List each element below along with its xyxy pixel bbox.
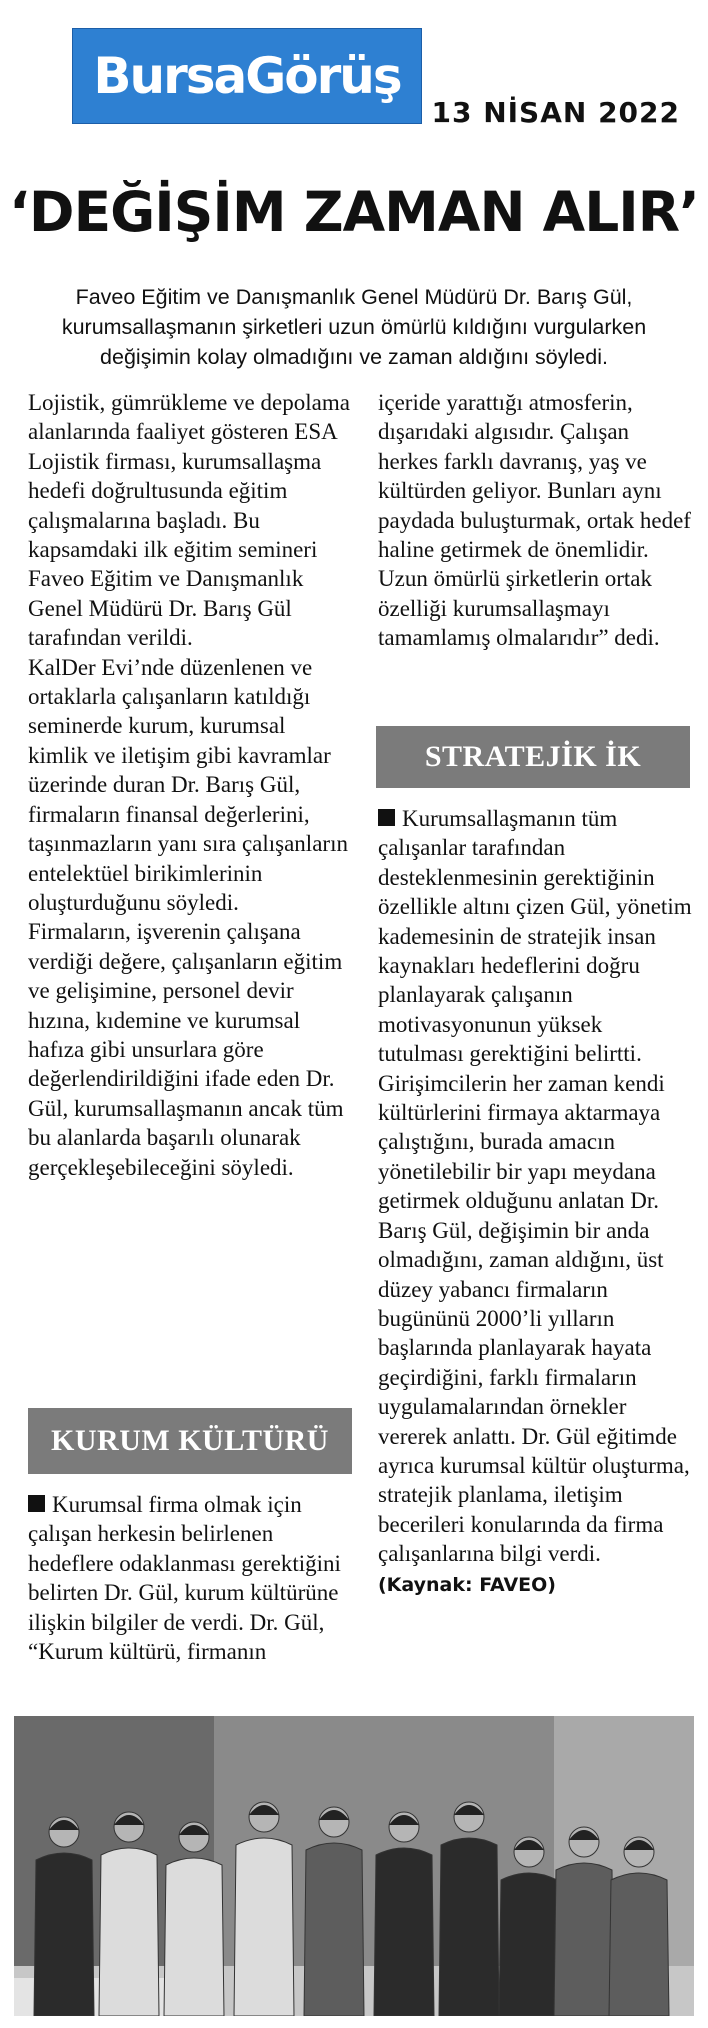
section-heading-stratejik-ik: STRATEJİK İK: [376, 726, 690, 788]
person-body: [304, 1843, 364, 2016]
section-text: Kurumsallaşmanın tüm çalışanlar tarafından desteklenmesinin gerektiğinin özellikle altını çizen Gül, yönetim kademesinin de stratejik insan kaynakları hedeflerini doğru planlayarak çalışanın motivasyonunun yüksek tutulması gerektiğini belirtti.: [378, 806, 692, 1067]
person-body: [99, 1848, 159, 2016]
person-body: [164, 1858, 224, 2016]
section-text: Kurumsal firma olmak için çalışan herkesin belirlenen hedeflere odaklanması gerektiğini belirten Dr. Gül, kurum kültürüne ilişkin bilgiler de verdi. Dr. Gül, “Kurum kültürü, firmanın: [28, 1492, 341, 1665]
person-body: [374, 1848, 434, 2016]
paragraph: Lojistik, gümrükleme ve depolama alanlarında faaliyet gösteren ESA Lojistik firması, kurumsallaşma hedefi doğrultusunda eğitim çalışmalarına başladı. Bu kapsamdaki ilk eğitim semineri Faveo Eğitim ve Danışmanlık Genel Müdürü Dr. Barış Gül tarafından verildi.: [28, 390, 350, 651]
article-headline: ‘DEĞİŞİM ZAMAN ALIR’: [9, 180, 699, 244]
section-text: Girişimcilerin her zaman kendi kültürlerini firmaya aktarmaya çalıştığını, burada amacın yönetilebilir bir yapı meydana getirmek olduğunu anlatan Dr. Barış Gül, değişimin bir anda olmadığını, zaman aldığını, üst düzey yabancı firmaların bugününü 2000’li yılların başlarında planlayarak hayata geçirdiğini, farklı firmaların uygulamalarından örnekler vererek anlattı. Dr. Gül eğitimde ayrıca kurumsal kültür oluşturma, stratejik planlama, iletişim becerileri konularında da firma çalışanlarına bilgi verdi.: [378, 1070, 690, 1567]
article-column-right: [378, 388, 692, 653]
section-heading-kurum-kulturu: KURUM KÜLTÜRÜ: [28, 1408, 352, 1474]
article-column-right-section: [378, 804, 692, 1600]
bullet-square-icon: [378, 809, 395, 826]
person-body: [439, 1838, 499, 2016]
person-body: [34, 1853, 94, 2016]
person-body: [554, 1863, 614, 2016]
paragraph: içeride yarattığı atmosferin, dışarıdaki algısıdır. Çalışan herkes farklı davranış, yaş ve kültürden geliyor. Bunları aynı paydada buluşturmak, ortak hedef haline getirmek de önemlidir. Uzun ömürlü şirketlerin ortak özelliği kurumsallaşmayı tamamlamış olmalarıdır” dedi.: [378, 390, 691, 651]
paragraph: [378, 804, 692, 1069]
paragraph: [28, 1490, 350, 1666]
article-lede: Faveo Eğitim ve Danışmanlık Genel Müdürü Dr. Barış Gül, kurumsallaşmanın şirketleri uzun ömürlü kıldığını vurgularken değişimin kolay olmadığını ve zaman aldığını söyledi.: [61, 285, 647, 369]
person-body: [234, 1838, 294, 2016]
person-body: [609, 1873, 669, 2016]
source-credit: (Kaynak: FAVEO): [378, 1573, 556, 1596]
article-column-left: [28, 388, 350, 1182]
publication-date: 13 NİSAN 2022: [431, 96, 680, 129]
bullet-square-icon: [28, 1495, 45, 1512]
paragraph: Firmaların, işverenin çalışana verdiği değere, çalışanların eğitim ve gelişimine, personel devir hızına, kıdemine ve kurumsal hafıza gibi unsurlara göre değerlendirildiğini ifade eden Dr. Gül, kurumsallaşmanın ancak tüm bu alanlarda başarılı olunarak gerçekleşebileceğini söyledi.: [28, 919, 344, 1180]
article-column-left-section: [28, 1490, 350, 1666]
logo-text: BursaGörüş: [93, 47, 401, 105]
masthead-logo: [72, 28, 422, 124]
paragraph: KalDer Evi’nde düzenlenen ve ortaklarla çalışanların katıldığı seminerde kurum, kurumsal kimlik ve iletişim gibi kavramlar üzerinde duran Dr. Barış Gül, firmaların finansal değerlerini, taşınmazların yanı sıra çalışanların entelektüel birikimlerinin oluşturduğunu söyledi.: [28, 654, 348, 915]
group-photo-illustration: [14, 1716, 694, 2016]
paragraph: [378, 1069, 692, 1600]
person-body: [499, 1873, 559, 2016]
group-photo: [14, 1716, 694, 2016]
